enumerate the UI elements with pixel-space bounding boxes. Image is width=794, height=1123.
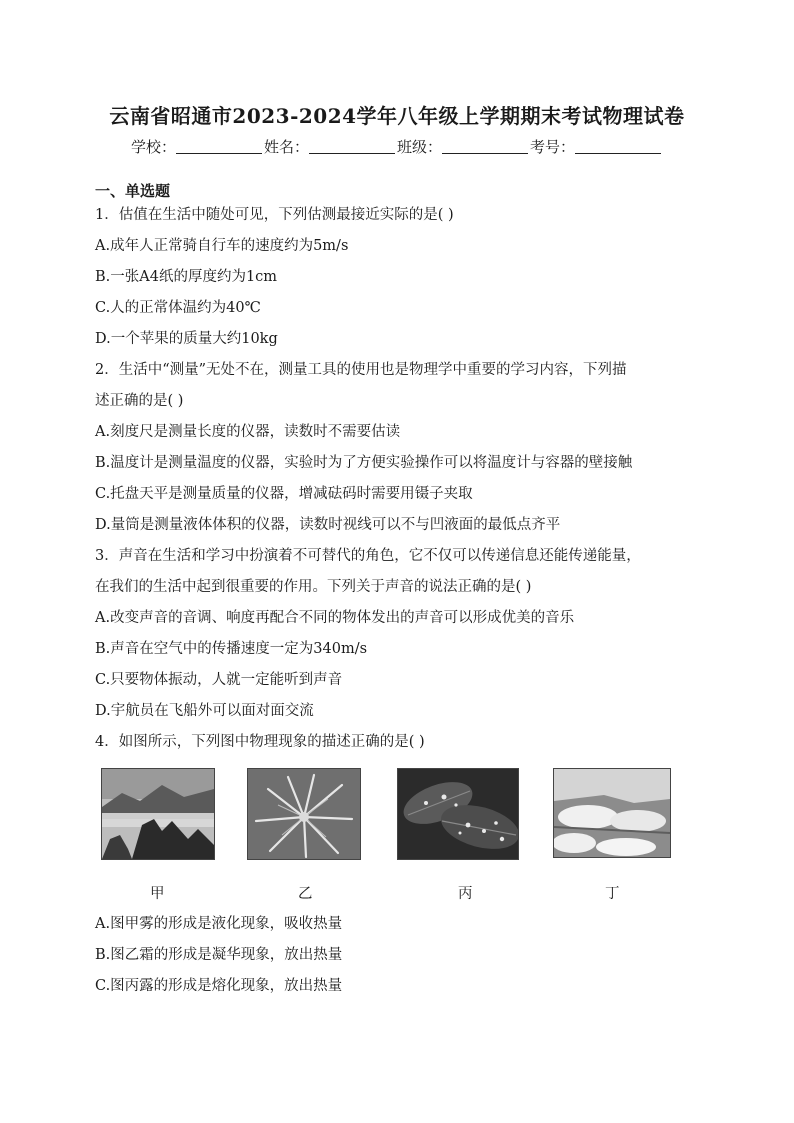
caption-yi: 乙 bbox=[298, 886, 313, 902]
q2-option-a: A.刻度尺是测量长度的仪器，读数时不需要估读 bbox=[95, 424, 401, 440]
q1-option-c: C.人的正常体温约为40℃ bbox=[95, 300, 261, 316]
name-label: 姓名： bbox=[263, 138, 309, 156]
q1-option-a: A.成年人正常骑自行车的速度约为5m/s bbox=[95, 238, 349, 254]
school-blank bbox=[176, 139, 262, 154]
q1-stem: 1．估值在生活中随处可见，下列估测最接近实际的是( ) bbox=[95, 207, 454, 223]
q1-option-d: D.一个苹果的质量大约10kg bbox=[95, 331, 278, 347]
photo-frost-plant bbox=[247, 768, 361, 860]
snow-ice-image bbox=[554, 769, 670, 857]
q3-option-b: B.声音在空气中的传播速度一定为340m/s bbox=[95, 641, 368, 657]
school-label: 学校： bbox=[130, 138, 176, 156]
photo-dew-leaves bbox=[397, 768, 519, 860]
name-blank bbox=[309, 139, 395, 154]
photo-fog-mountains bbox=[101, 768, 215, 860]
q3-option-a: A.改变声音的音调、响度再配合不同的物体发出的声音可以形成优美的音乐 bbox=[95, 610, 575, 626]
q1-option-b: B.一张A4纸的厚度约为1cm bbox=[95, 269, 278, 285]
q4-caption-row bbox=[95, 882, 705, 904]
q4-option-c: C.图丙露的形成是熔化现象，放出热量 bbox=[95, 978, 343, 994]
class-blank bbox=[442, 139, 528, 154]
q3-stem-line1: 3．声音在生活和学习中扮演着不可替代的角色，它不仅可以传递信息还能传递能量， bbox=[95, 548, 641, 564]
school-field bbox=[131, 136, 264, 157]
q4-photo-row bbox=[95, 768, 705, 868]
caption-jia: 甲 bbox=[150, 886, 165, 902]
q4-option-b: B.图乙霜的形成是凝华现象，放出热量 bbox=[95, 947, 343, 963]
q3-option-d: D.宇航员在飞船外可以面对面交流 bbox=[95, 703, 314, 719]
exam-title: 云南省昭通市2023-2024学年八年级上学期期末考试物理试卷 bbox=[109, 104, 685, 128]
class-label: 班级： bbox=[397, 138, 443, 156]
q2-option-c: C.托盘天平是测量质量的仪器，增减砝码时需要用镊子夹取 bbox=[95, 486, 473, 502]
q2-option-d: D.量筒是测量液体体积的仪器，读数时视线可以不与凹液面的最低点齐平 bbox=[95, 517, 561, 533]
q3-stem-line2: 在我们的生活中起到很重要的作用。下列关于声音的说法正确的是( ) bbox=[95, 579, 532, 595]
q2-stem-line2: 述正确的是( ) bbox=[95, 393, 184, 409]
caption-ding: 丁 bbox=[605, 886, 620, 902]
frost-plant-image bbox=[248, 769, 360, 859]
student-info-row bbox=[0, 136, 794, 157]
exam-number-label: 考号： bbox=[530, 138, 576, 156]
q2-option-b: B.温度计是测量温度的仪器，实验时为了方便实验操作可以将温度计与容器的壁接触 bbox=[95, 455, 633, 471]
q3-option-c: C.只要物体振动，人就一定能听到声音 bbox=[95, 672, 343, 688]
exam-number-field bbox=[530, 136, 663, 157]
dew-leaves-image bbox=[398, 769, 518, 859]
q2-stem-line1: 2．生活中“测量”无处不在，测量工具的使用也是物理学中重要的学习内容，下列描 bbox=[95, 362, 627, 378]
fog-mountains-image bbox=[102, 769, 214, 859]
q4-stem: 4．如图所示，下列图中物理现象的描述正确的是( ) bbox=[95, 734, 425, 750]
section-title: 一、单选题 bbox=[95, 182, 171, 200]
exam-number-blank bbox=[575, 139, 661, 154]
class-field bbox=[397, 136, 530, 157]
name-field bbox=[264, 136, 397, 157]
caption-bing: 丙 bbox=[458, 886, 473, 902]
q4-option-a: A.图甲雾的形成是液化现象，吸收热量 bbox=[95, 916, 343, 932]
photo-snow-ice bbox=[553, 768, 671, 858]
